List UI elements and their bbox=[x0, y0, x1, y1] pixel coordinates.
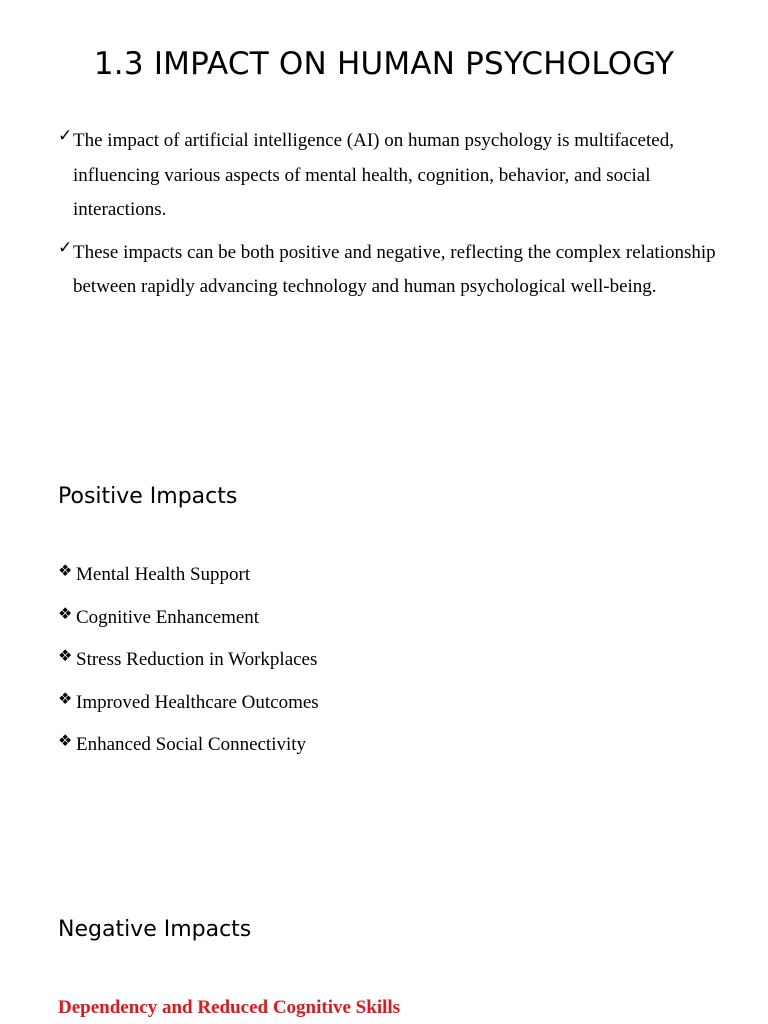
page-title: 1.3 IMPACT ON HUMAN PSYCHOLOGY bbox=[93, 46, 675, 82]
list-item-text: Stress Reduction in Workplaces bbox=[76, 649, 318, 670]
list-item-text: Cognitive Enhancement bbox=[76, 606, 260, 628]
list-item-text: Improved Healthcare Outcomes bbox=[76, 691, 319, 713]
intro-list bbox=[58, 124, 718, 313]
intro-point-text: The impact of artificial intelligence (AI) on human psychology is multifaceted, influencing various aspects of mental health, cognition, behavior, and social interactions. bbox=[73, 130, 674, 220]
diamond-icon: ❖ bbox=[58, 646, 73, 665]
list-item bbox=[58, 601, 319, 644]
intro-point-text: These impacts can be both positive and negative, reflecting the complex relationship between rapidly advancing technology and human psychological well-being. bbox=[73, 241, 716, 297]
check-icon: ✓ bbox=[58, 237, 73, 258]
negative-impacts-heading: Negative Impacts bbox=[58, 917, 252, 942]
diamond-icon: ❖ bbox=[58, 603, 73, 623]
intro-point bbox=[58, 124, 718, 228]
list-item-text: Enhanced Social Connectivity bbox=[76, 734, 307, 755]
intro-point bbox=[58, 236, 718, 305]
check-icon: ✓ bbox=[58, 126, 73, 146]
list-item-text: Mental Health Support bbox=[76, 564, 251, 585]
list-item bbox=[58, 686, 319, 729]
diamond-icon: ❖ bbox=[58, 561, 73, 580]
positive-impacts-list bbox=[58, 558, 319, 771]
list-item bbox=[58, 643, 319, 686]
list-item bbox=[58, 558, 319, 601]
diamond-icon: ❖ bbox=[58, 731, 73, 750]
diamond-icon: ❖ bbox=[58, 688, 73, 708]
list-item bbox=[58, 728, 319, 771]
dependency-subheading: Dependency and Reduced Cognitive Skills bbox=[58, 997, 401, 1018]
positive-impacts-heading: Positive Impacts bbox=[58, 484, 238, 509]
